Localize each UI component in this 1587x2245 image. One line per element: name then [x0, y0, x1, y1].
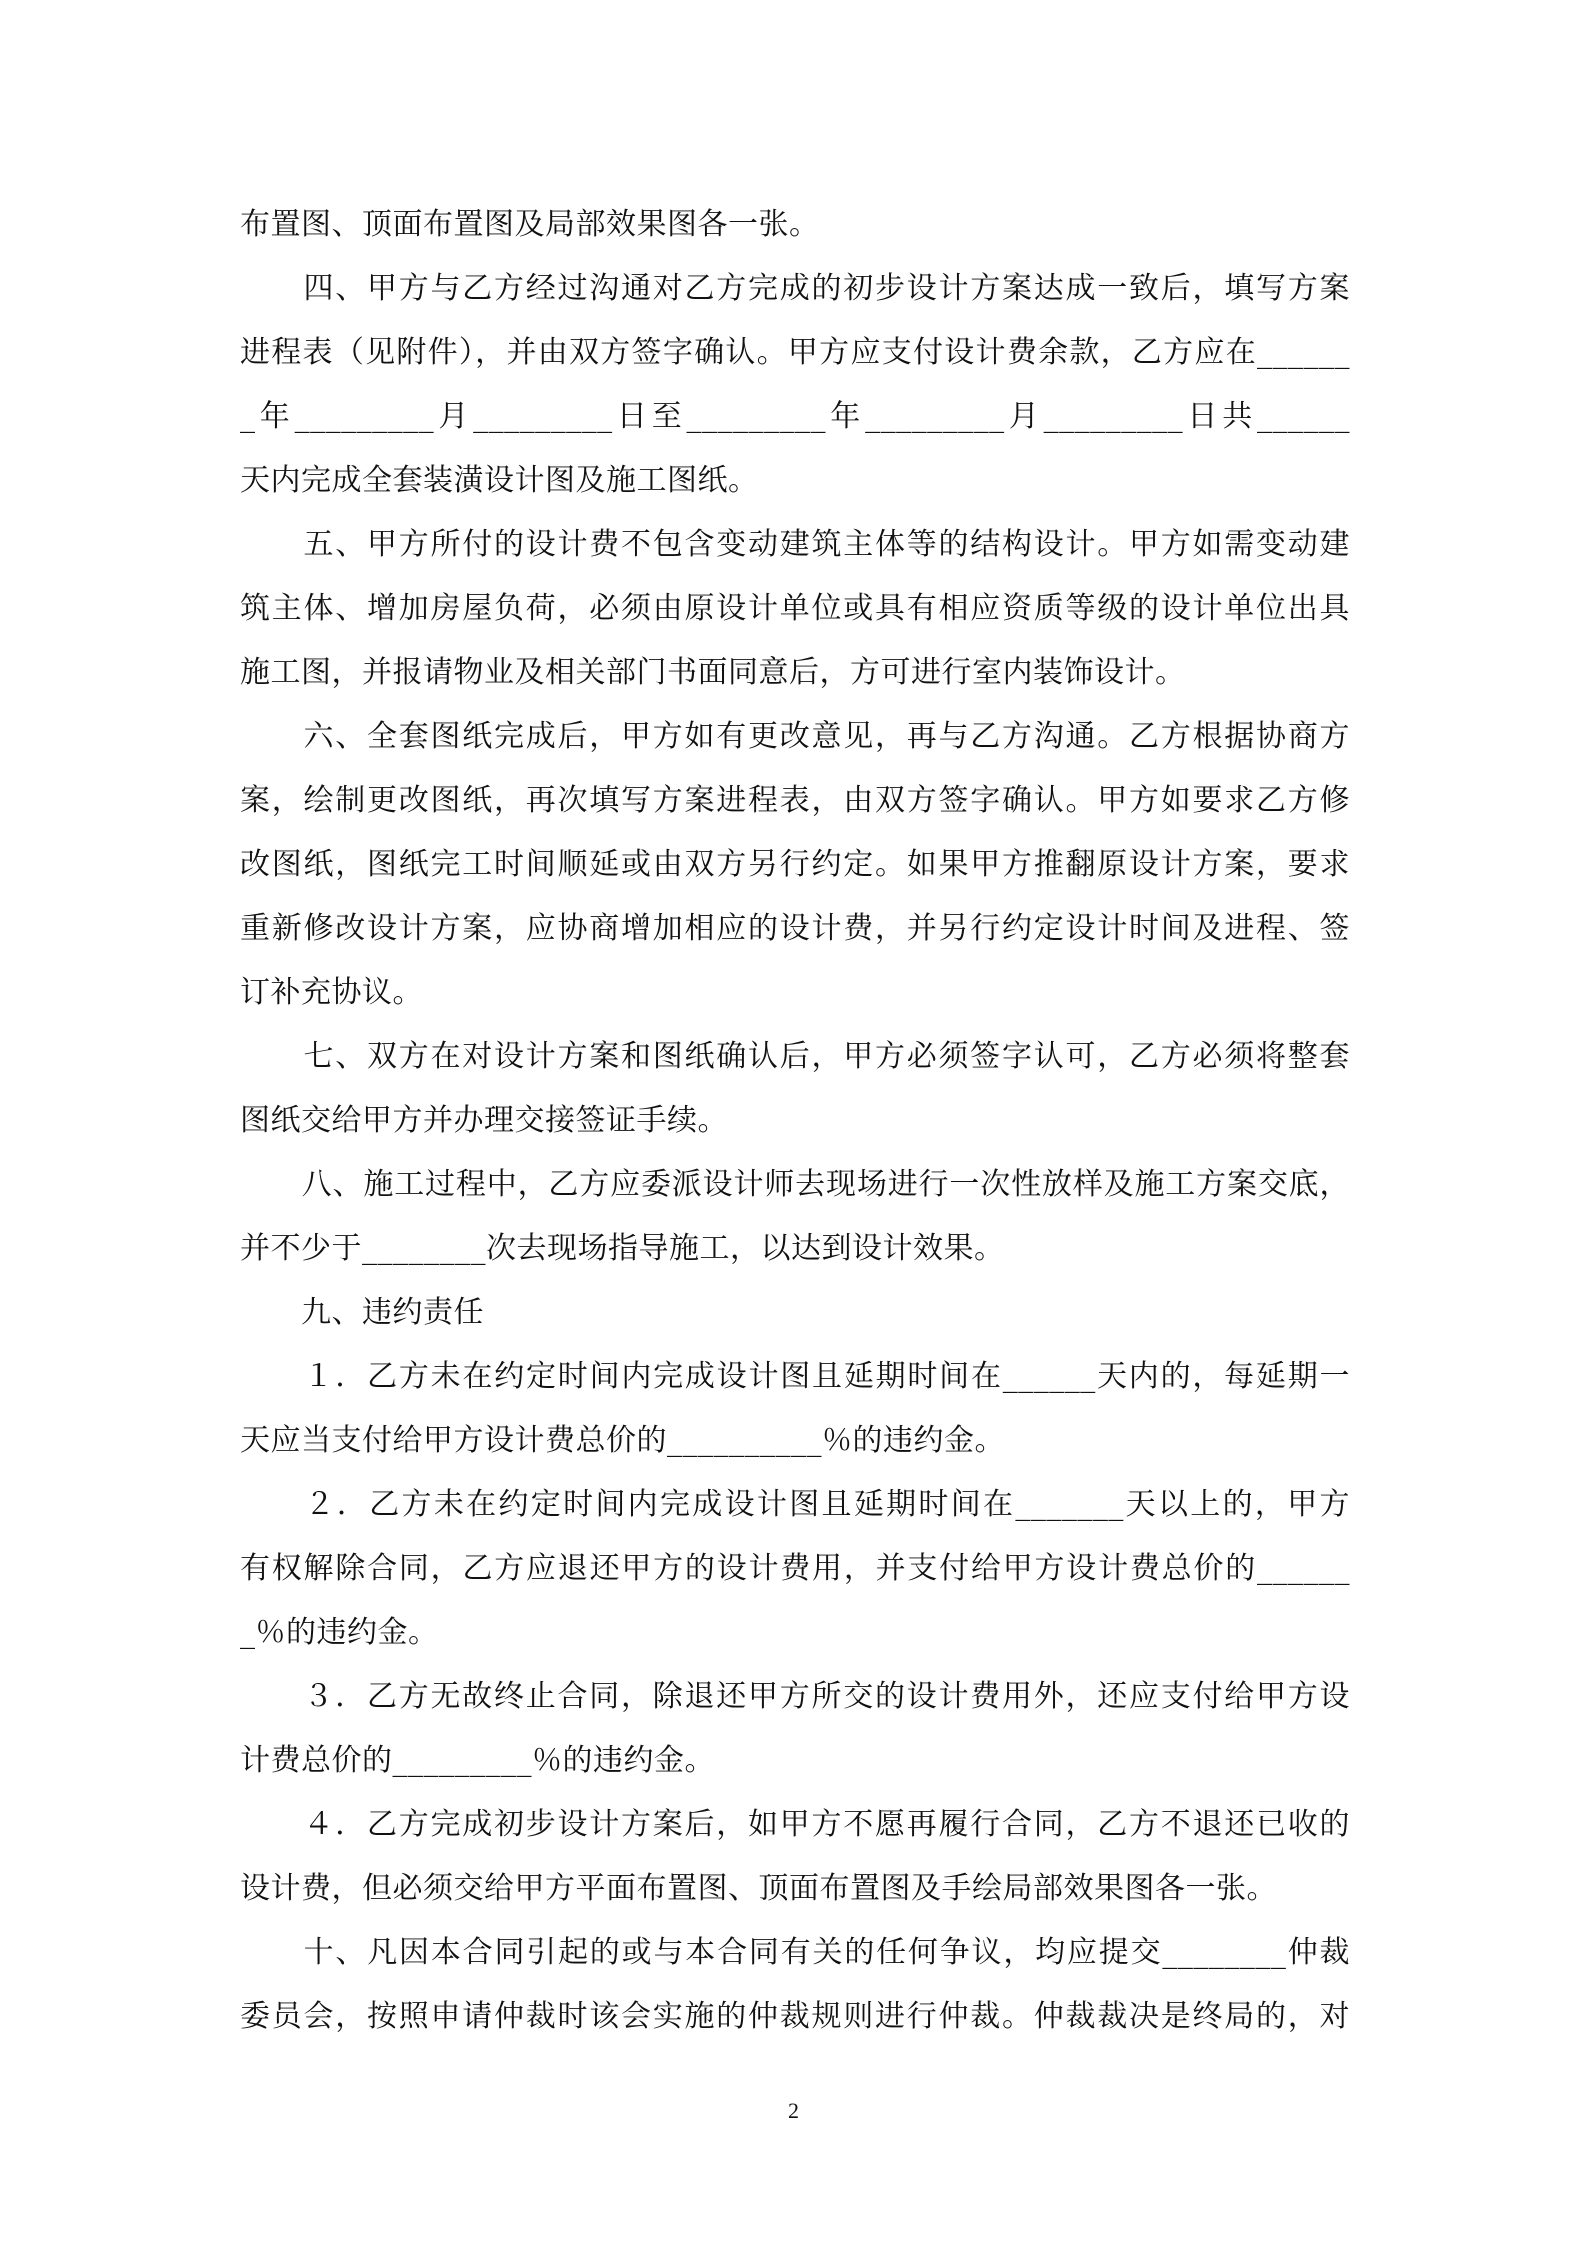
text-line: ３．乙方无故终止合同，除退还甲方所交的设计费用外，还应支付给甲方设: [240, 1679, 1350, 1714]
text-line: 筑主体、增加房屋负荷，必须由原设计单位或具有相应资质等级的设计单位出具: [240, 591, 1350, 626]
text-line: 四、甲方与乙方经过沟通对乙方完成的初步设计方案达成一致后，填写方案: [240, 271, 1350, 306]
text-line: 改图纸，图纸完工时间顺延或由双方另行约定。如果甲方推翻原设计方案，要求: [240, 847, 1350, 882]
text-line: 十、凡因本合同引起的或与本合同有关的任何争议，均应提交________仲裁: [240, 1935, 1350, 1970]
text-line: 并不少于________次去现场指导施工，以达到设计效果。: [240, 1231, 1005, 1266]
section-heading: 九、违约责任: [240, 1295, 484, 1330]
text-line: ４．乙方完成初步设计方案后，如甲方不愿再履行合同，乙方不退还已收的: [240, 1807, 1350, 1842]
text-line: 五、甲方所付的设计费不包含变动建筑主体等的结构设计。甲方如需变动建: [240, 527, 1350, 562]
text-line: 图纸交给甲方并办理交接签证手续。: [240, 1103, 728, 1138]
text-line: 订补充协议。: [240, 975, 423, 1010]
text-line: 八、施工过程中，乙方应委派设计师去现场进行一次性放样及施工方案交底，: [240, 1167, 1350, 1202]
text-line: 施工图，并报请物业及相关部门书面同意后，方可进行室内装饰设计。: [240, 655, 1186, 690]
text-line: 布置图、顶面布置图及局部效果图各一张。: [240, 207, 820, 242]
text-line: 委员会，按照申请仲裁时该会实施的仲裁规则进行仲裁。仲裁裁决是终局的，对: [240, 1999, 1350, 2034]
text-line: _％的违约金。: [240, 1615, 439, 1650]
text-line: 计费总价的_________％的违约金。: [240, 1743, 715, 1778]
text-line: 七、双方在对设计方案和图纸确认后，甲方必须签字认可，乙方必须将整套: [240, 1039, 1350, 1074]
text-line: 六、全套图纸完成后，甲方如有更改意见，再与乙方沟通。乙方根据协商方: [240, 719, 1350, 754]
text-line: 案，绘制更改图纸，再次填写方案进程表，由双方签字确认。甲方如要求乙方修: [240, 783, 1350, 818]
text-line: １．乙方未在约定时间内完成设计图且延期时间在______天内的，每延期一: [240, 1359, 1350, 1394]
text-line: _年_________月_________日至_________年_________月_________日共______: [240, 399, 1350, 434]
page-number: 2: [788, 2098, 799, 2123]
text-line: 天应当支付给甲方设计费总价的__________％的违约金。: [240, 1423, 1005, 1458]
text-line: 设计费，但必须交给甲方平面布置图、顶面布置图及手绘局部效果图各一张。: [240, 1871, 1277, 1906]
text-line: 有权解除合同，乙方应退还甲方的设计费用，并支付给甲方设计费总价的______: [240, 1551, 1350, 1586]
text-line: 重新修改设计方案，应协商增加相应的设计费，并另行约定设计时间及进程、签: [240, 911, 1350, 946]
text-line: ２．乙方未在约定时间内完成设计图且延期时间在_______天以上的，甲方: [240, 1487, 1350, 1522]
text-line: 进程表（见附件），并由双方签字确认。甲方应支付设计费余款，乙方应在______: [240, 335, 1350, 370]
text-line: 天内完成全套装潢设计图及施工图纸。: [240, 463, 759, 498]
